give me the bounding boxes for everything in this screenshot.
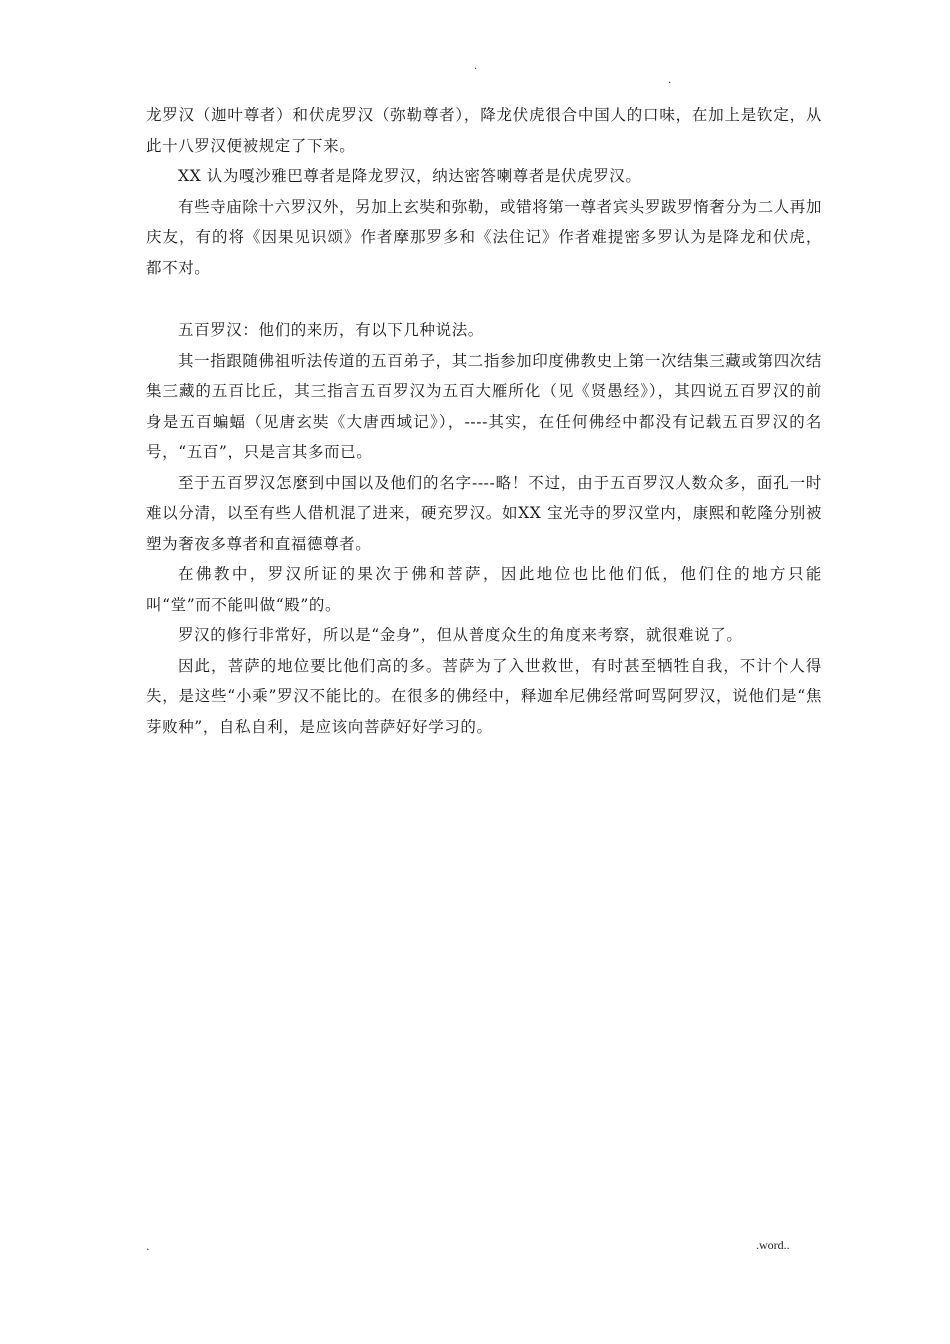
paragraph-five-hundred-heading: 五百罗汉：他们的来历，有以下几种说法。 <box>178 321 484 339</box>
paragraph-xx-view: XX 认为嘎沙雅巴尊者是降龙罗汉，纳达密答喇尊者是伏虎罗汉。 <box>178 167 642 185</box>
paragraph-bodhisattva: 因此，菩萨的地位要比他们高的多。菩萨为了入世救世，有时甚至牺牲自我，不计个人得失，是这些“小乘”罗汉不能比的。在很多的佛经中，释迦牟尼佛经常呵骂阿罗汉，说他们是“焦芽败种”，自私自利，是应该向菩萨好好学习的。 <box>146 656 822 736</box>
document-body <box>146 100 822 742</box>
paragraph-arrival-china: 至于五百罗汉怎麼到中国以及他们的名字----略！不过，由于五百罗汉人数众多，面孔一时难以分清，以至有些人借机混了进来，硬充罗汉。如XX 宝光寺的罗汉堂内，康熙和乾隆分别被塑为奢夜多尊者和直福德尊者。 <box>146 473 822 553</box>
header-dot-right: . <box>668 75 672 86</box>
paragraph-temples: 有些寺庙除十六罗汉外，另加上玄奘和弥勒，或错将第一尊者宾头罗跋罗惰奢分为二人再加庆友，有的将《因果见识颂》作者摩那罗多和《法住记》作者难提密多罗认为是降龙和伏虎，都不对。 <box>146 197 823 277</box>
section-gap <box>146 283 822 315</box>
footer-word-mark: .word.. <box>756 1238 790 1252</box>
footer-dot: . <box>146 1240 150 1253</box>
header-dot-left: . <box>474 61 478 72</box>
paragraph-status: 在佛教中，罗汉所证的果次于佛和菩萨，因此地位也比他们低，他们住的地方只能叫“堂”而不能叫做“殿”的。 <box>146 565 822 614</box>
paragraph-origins: 其一指跟随佛祖听法传道的五百弟子，其二指参加印度佛教史上第一次结集三藏或第四次结集三藏的五百比丘，其三指言五百罗汉为五百大雁所化（见《贤愚经》），其四说五百罗汉的前身是五百蝙蝠（见唐玄奘《大唐西域记》），----其实，在任何佛经中都没有记载五百罗汉的名号，“五百”，只是言其多而已。 <box>146 351 823 461</box>
paragraph-continuation: 龙罗汉（迦叶尊者）和伏虎罗汉（弥勒尊者），降龙伏虎很合中国人的口味，在加上是钦定，从此十八罗汉便被规定了下来。 <box>146 106 822 155</box>
paragraph-cultivation: 罗汉的修行非常好，所以是“金身”，但从普度众生的角度来考察，就很难说了。 <box>178 626 743 644</box>
